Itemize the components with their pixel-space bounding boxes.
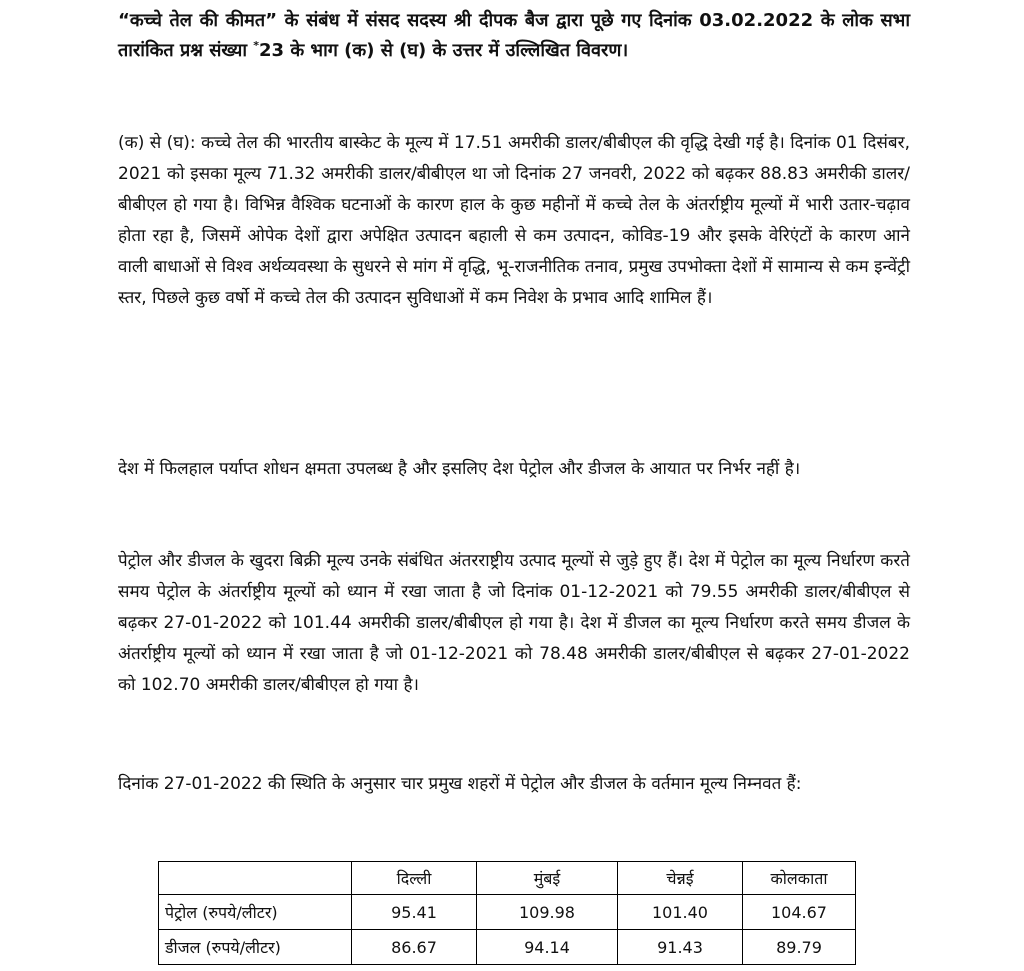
table-cell: 95.41 xyxy=(352,895,477,930)
paragraph-crude-basket: (क) से (घ): कच्चे तेल की भारतीय बास्केट के मूल्य में 17.51 अमरीकी डालर/बीबीएल की वृद्धि देखी गई है। दिनांक 01 दिसंबर, 2021 को इसका मूल्य 71.32 अमरीकी डालर/बीबीएल था जो दिनांक 27 जनवरी, 2022 को बढ़कर 88.83 अमरीकी डालर/बीबीएल हो गया है। विभिन्न वैश्विक घटनाओं के कारण हाल के कुछ महीनों में कच्चे तेल के अंतर्राष्ट्रीय मूल्यों में भारी उतार-चढ़ाव होता रहा है, जिसमें ओपेक देशों द्वारा अपेक्षित उत्पादन बहाली से कम उत्पादन, कोविड-19 और इसके वेरिएंटों के कारण आने वाली बाधाओं से विश्व अर्थव्यवस्था के सुधरने से मांग में वृद्धि, भू-राजनीतिक तनाव, प्रमुख उपभोक्ता देशों में सामान्य से कम इन्वेंट्री स्तर, पिछले कुछ वर्षो में कच्चे तेल की उत्पादन सुविधाओं में कम निवेश के प्रभाव आदि शामिल हैं। xyxy=(118,133,910,308)
heading-text-part2: 23 के भाग (क) से (घ) के उत्तर में उल्लिखित विवरण। xyxy=(259,40,629,61)
table-cell: 109.98 xyxy=(477,895,618,930)
table-header-cell xyxy=(159,862,352,895)
table-cell: 101.40 xyxy=(618,895,743,930)
table-cell: 89.79 xyxy=(743,930,856,965)
table-row xyxy=(159,930,856,965)
table-header-cell: कोलकाता xyxy=(743,862,856,895)
row-label: पेट्रोल (रुपये/लीटर) xyxy=(159,895,352,930)
table-header-cell: मुंबई xyxy=(477,862,618,895)
table-header-cell: दिल्ली xyxy=(352,862,477,895)
table-row xyxy=(159,895,856,930)
table-cell: 94.14 xyxy=(477,930,618,965)
heading-text-part1: “कच्चे तेल की कीमत” के संबंध में संसद सदस्य श्री दीपक बैज द्वारा पूछे गए दिनांक 03.02.2022 के लोक सभा तारांकित प्रश्न संख्या xyxy=(118,10,910,61)
row-label: डीजल (रुपये/लीटर) xyxy=(159,930,352,965)
paragraph-refining-capacity: देश में फिलहाल पर्याप्त शोधन क्षमता उपलब्ध है और इसलिए देश पेट्रोल और डीजल के आयात पर निर्भर नहीं है। xyxy=(118,459,801,479)
document-heading xyxy=(118,0,910,66)
table-cell: 104.67 xyxy=(743,895,856,930)
document-page xyxy=(118,0,910,794)
table-header-cell: चेन्नई xyxy=(618,862,743,895)
table-cell: 86.67 xyxy=(352,930,477,965)
table-cell: 91.43 xyxy=(618,930,743,965)
city-price-table xyxy=(158,861,856,965)
table-header-row xyxy=(159,862,856,895)
starred-mark: * xyxy=(253,39,260,52)
paragraph-city-prices-intro: दिनांक 27-01-2022 की स्थिति के अनुसार चार प्रमुख शहरों में पेट्रोल और डीजल के वर्तमान मूल्य निम्नवत हैं: xyxy=(118,774,802,794)
paragraph-retail-prices: पेट्रोल और डीजल के खुदरा बिक्री मूल्य उनके संबंधित अंतरराष्ट्रीय उत्पाद मूल्यों से जुड़े हुए हैं। देश में पेट्रोल का मूल्य निर्धारण करते समय पेट्रोल के अंतर्राष्ट्रीय मूल्यों को ध्यान में रखा जाता है जो दिनांक 01-12-2021 को 79.55 अमरीकी डालर/बीबीएल से बढ़कर 27-01-2022 को 101.44 अमरीकी डालर/बीबीएल हो गया है। देश में डीजल का मूल्य निर्धारण करते समय डीजल के अंतर्राष्ट्रीय मूल्यों को ध्यान में रखा जाता है जो 01-12-2021 को 78.48 अमरीकी डालर/बीबीएल से बढ़कर 27-01-2022 को 102.70 अमरीकी डालर/बीबीएल हो गया है। xyxy=(118,551,910,695)
